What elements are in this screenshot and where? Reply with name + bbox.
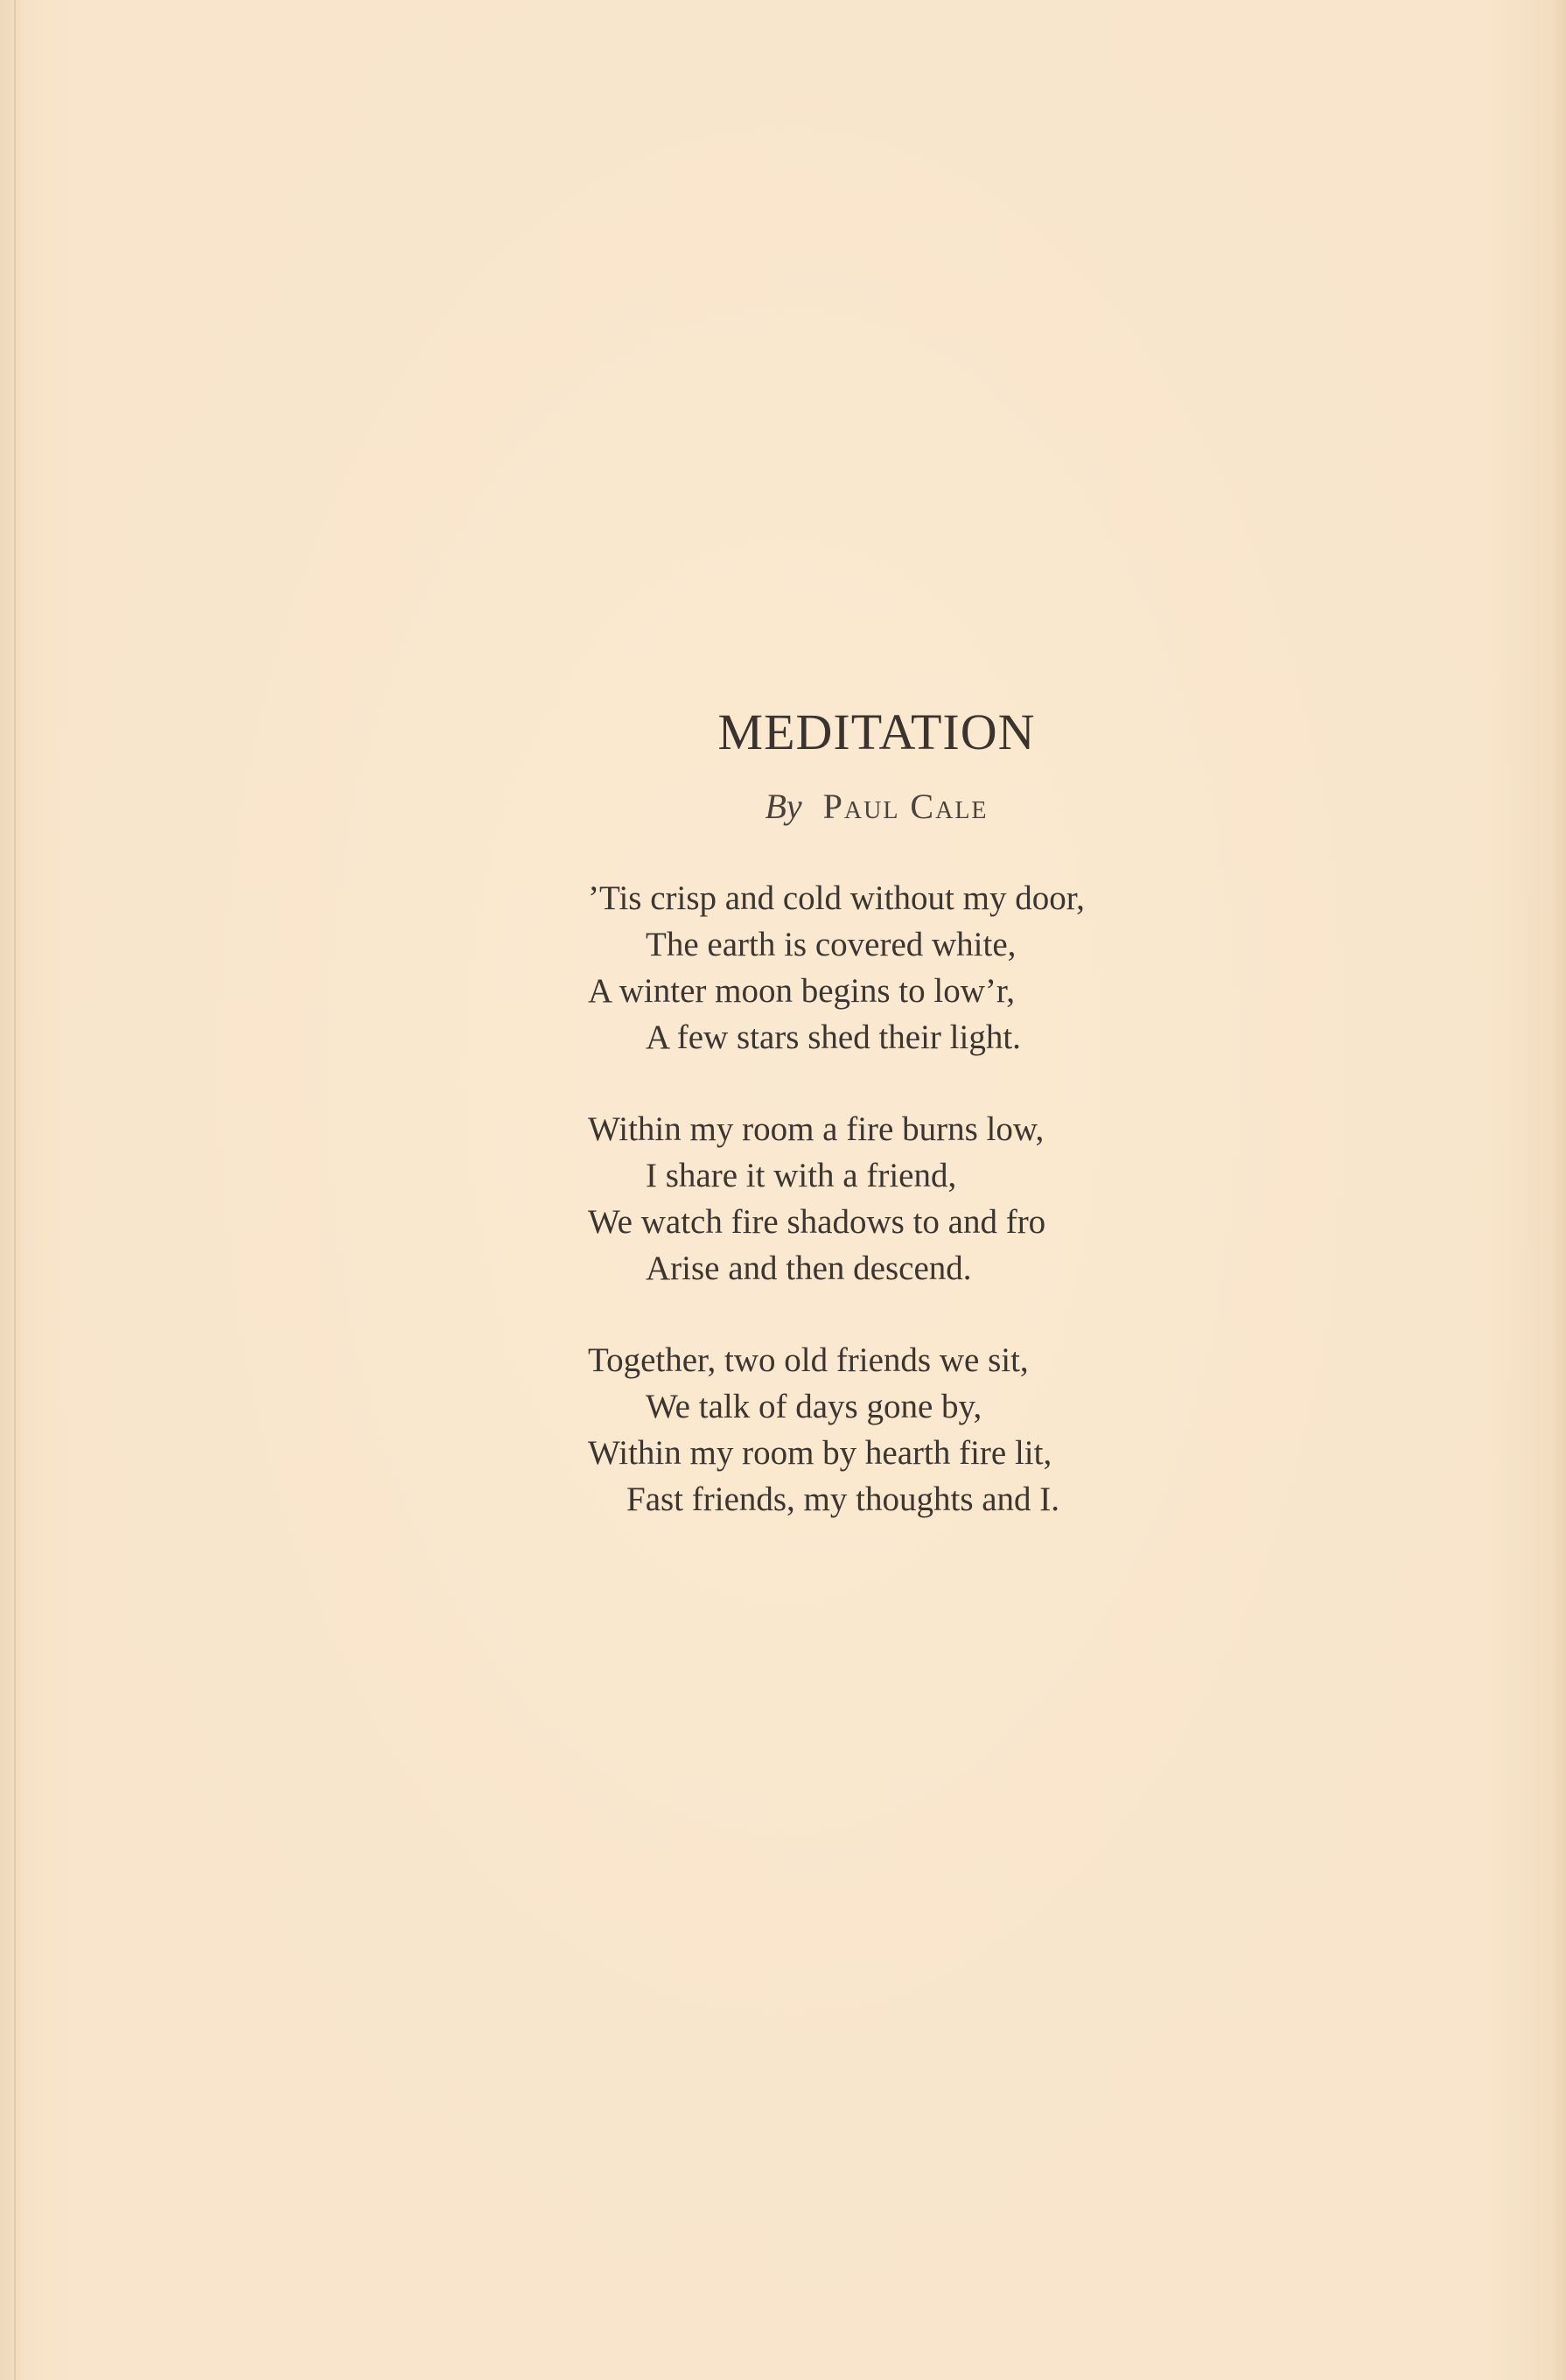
poem-line: ’Tis crisp and cold without my door,: [588, 879, 1085, 917]
poem-title: MEDITATION: [717, 704, 1036, 760]
poem-line: A few stars shed their light.: [646, 1018, 1021, 1056]
poem-line: We talk of days gone by,: [646, 1388, 982, 1425]
poem-line: Fast friends, my thoughts and I.: [626, 1480, 1060, 1518]
stanza-2: [588, 1106, 1253, 1292]
poem-line: Within my room a fire burns low,: [588, 1110, 1045, 1148]
byline-prefix: By: [765, 787, 802, 826]
binding-shadow: [14, 0, 16, 2380]
author-name: Paul Cale: [822, 787, 989, 826]
poem-body: [588, 875, 1253, 1568]
stanza-3: [588, 1337, 1253, 1522]
stanza-1: [588, 875, 1253, 1060]
byline: [0, 789, 1566, 824]
poem-line: Within my room by hearth fire lit,: [588, 1434, 1052, 1472]
poem-line: I share it with a friend,: [646, 1157, 957, 1194]
poem-line: A winter moon begins to low’r,: [588, 972, 1016, 1010]
poem-line: The earth is covered white,: [646, 926, 1017, 963]
poem-line: Arise and then descend.: [646, 1250, 972, 1287]
poem-line: Together, two old friends we sit,: [588, 1341, 1029, 1379]
poem-line: We watch fire shadows to and fro: [588, 1203, 1046, 1241]
